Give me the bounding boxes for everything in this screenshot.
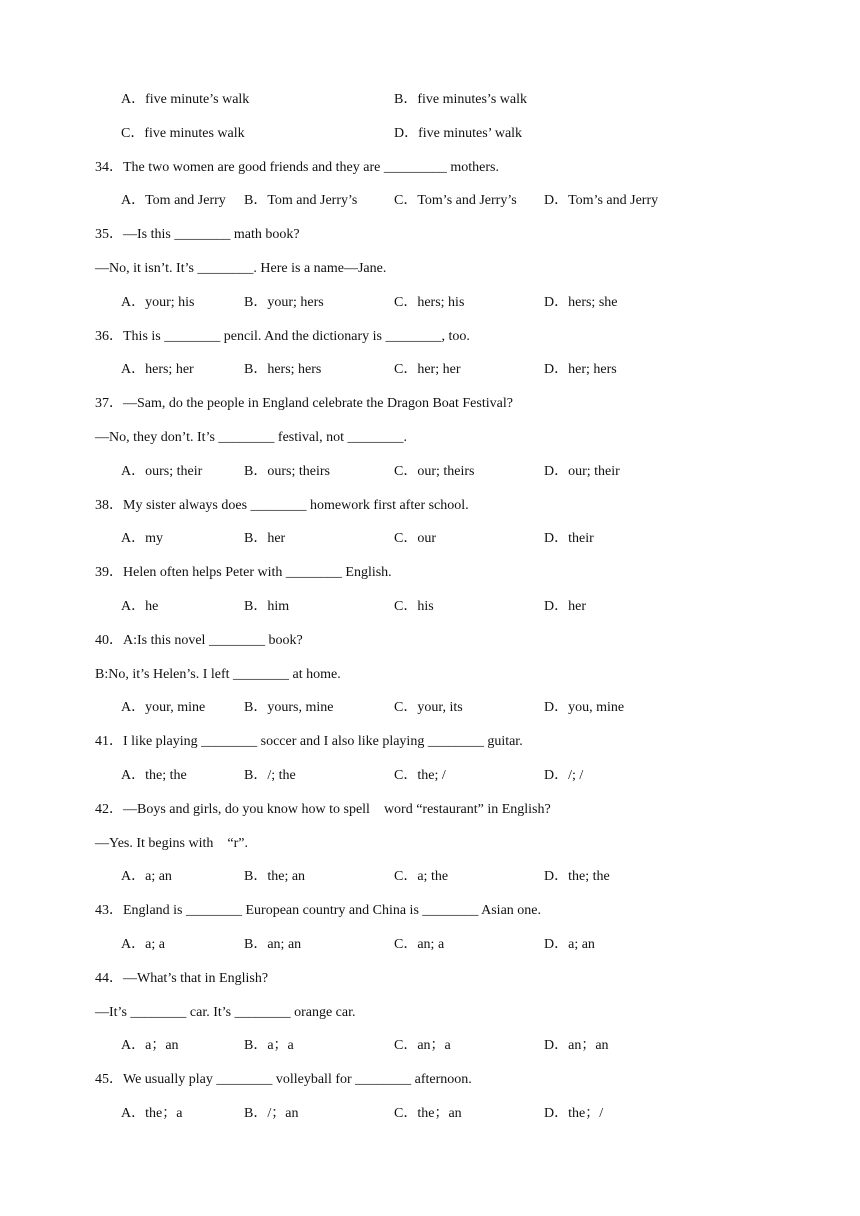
answer-option: B．hers; hers bbox=[244, 362, 322, 377]
answer-option: D．the; the bbox=[544, 869, 610, 884]
question-line: 36．This is ________ pencil. And the dictionary is ________, too. bbox=[95, 329, 470, 344]
answer-option: C．the; / bbox=[394, 768, 446, 783]
answer-option: C．a; the bbox=[394, 869, 449, 884]
answer-option: B．ours; theirs bbox=[244, 464, 330, 479]
answer-option: C．an；a bbox=[394, 1038, 451, 1053]
answer-option: A．a；an bbox=[121, 1038, 179, 1053]
answer-option: D．you, mine bbox=[544, 700, 625, 715]
question-line: 42．—Boys and girls, do you know how to spell word “restaurant” in English? bbox=[95, 802, 551, 817]
answer-option: A．your, mine bbox=[121, 700, 206, 715]
answer-option: B．the; an bbox=[244, 869, 306, 884]
answer-option: D．Tom’s and Jerry bbox=[544, 193, 659, 208]
answer-option: C．hers; his bbox=[394, 295, 465, 310]
question-line: 35．—Is this ________ math book? bbox=[95, 227, 300, 242]
question-line: —No, they don’t. It’s ________ festival, not ________. bbox=[95, 430, 407, 445]
answer-option: B．Tom and Jerry’s bbox=[244, 193, 358, 208]
answer-option: C．her; her bbox=[394, 362, 461, 377]
answer-option: A．a; an bbox=[121, 869, 172, 884]
answer-option: A．ours; their bbox=[121, 464, 203, 479]
answer-option: D．their bbox=[544, 531, 594, 546]
answer-option: B．an; an bbox=[244, 937, 302, 952]
answer-option: C．our bbox=[394, 531, 436, 546]
answer-option: D．her bbox=[544, 599, 586, 614]
question-line: —It’s ________ car. It’s ________ orange car. bbox=[95, 1005, 356, 1020]
answer-option: A．he bbox=[121, 599, 159, 614]
answer-option: C．his bbox=[394, 599, 434, 614]
answer-option: D．her; hers bbox=[544, 362, 617, 377]
answer-option: A．a; a bbox=[121, 937, 165, 952]
answer-option: D．a; an bbox=[544, 937, 595, 952]
question-line: 43．England is ________ European country and China is ________ Asian one. bbox=[95, 903, 541, 918]
answer-option: B．her bbox=[244, 531, 286, 546]
answer-option: D．five minutes’ walk bbox=[394, 126, 523, 141]
answer-option: B．five minutes’s walk bbox=[394, 92, 527, 107]
answer-option: D．the；/ bbox=[544, 1106, 604, 1121]
question-line: 39．Helen often helps Peter with ________ English. bbox=[95, 565, 392, 580]
answer-option: D．our; their bbox=[544, 464, 620, 479]
answer-option: A．your; his bbox=[121, 295, 195, 310]
answer-option: D．an；an bbox=[544, 1038, 609, 1053]
question-line: 34．The two women are good friends and they are _________ mothers. bbox=[95, 160, 499, 175]
answer-option: C．the；an bbox=[394, 1106, 462, 1121]
question-line: B:No, it’s Helen’s. I left ________ at home. bbox=[95, 667, 341, 682]
answer-option: C．your, its bbox=[394, 700, 463, 715]
question-line: 41．I like playing ________ soccer and I also like playing ________ guitar. bbox=[95, 734, 523, 749]
question-line: 44．—What’s that in English? bbox=[95, 971, 269, 986]
answer-option: A．the；a bbox=[121, 1106, 183, 1121]
answer-option: B．yours, mine bbox=[244, 700, 334, 715]
answer-option: C．our; theirs bbox=[394, 464, 475, 479]
answer-option: A．hers; her bbox=[121, 362, 194, 377]
answer-option: D．/; / bbox=[544, 768, 584, 783]
answer-option: A．the; the bbox=[121, 768, 187, 783]
question-line: 40．A:Is this novel ________ book? bbox=[95, 633, 303, 648]
answer-option: B．/；an bbox=[244, 1106, 299, 1121]
answer-option: A．five minute’s walk bbox=[121, 92, 250, 107]
answer-option: A．Tom and Jerry bbox=[121, 193, 226, 208]
answer-option: B．/; the bbox=[244, 768, 296, 783]
answer-option: B．a；a bbox=[244, 1038, 294, 1053]
answer-option: A．my bbox=[121, 531, 163, 546]
question-line: —Yes. It begins with “r”. bbox=[95, 836, 248, 851]
answer-option: C．an; a bbox=[394, 937, 445, 952]
answer-option: B．him bbox=[244, 599, 290, 614]
answer-option: C．Tom’s and Jerry’s bbox=[394, 193, 517, 208]
answer-option: D．hers; she bbox=[544, 295, 618, 310]
question-line: 37．—Sam, do the people in England celebrate the Dragon Boat Festival? bbox=[95, 396, 513, 411]
question-line: —No, it isn’t. It’s ________. Here is a name—Jane. bbox=[95, 261, 387, 276]
question-line: 45．We usually play ________ volleyball for ________ afternoon. bbox=[95, 1072, 472, 1087]
answer-option: B．your; hers bbox=[244, 295, 324, 310]
answer-option: C．five minutes walk bbox=[121, 126, 245, 141]
question-line: 38．My sister always does ________ homework first after school. bbox=[95, 498, 469, 513]
